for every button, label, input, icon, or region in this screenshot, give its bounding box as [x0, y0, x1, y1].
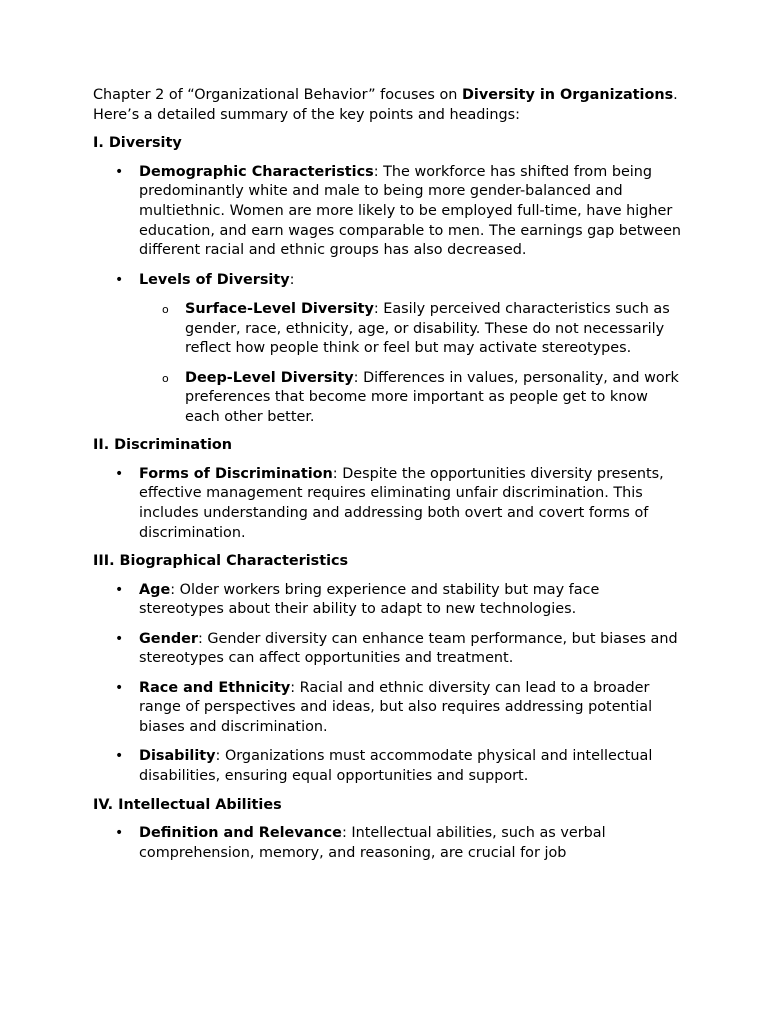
- item-term: Disability: [139, 748, 216, 765]
- list-item: [93, 824, 683, 863]
- item-term: Age: [139, 581, 171, 598]
- item-term: Demographic Characteristics: [139, 163, 374, 180]
- subitem-term: Surface-Level Diversity: [185, 300, 374, 317]
- item-term: Definition and Relevance: [139, 825, 342, 842]
- circle-bullet-icon: o: [162, 302, 169, 316]
- list-item: [93, 271, 683, 428]
- item-text: : Organizations must accommodate physical and intellectual disabilities, ensuring equal opportunities and support.: [139, 748, 653, 784]
- intro-paragraph: [93, 86, 683, 125]
- item-text: : Despite the opportunities diversity presents, effective management requires eliminating unfair discrimination. This includes understanding and addressing both overt and covert forms of discrimination.: [139, 465, 664, 541]
- bullet-icon: •: [115, 825, 124, 842]
- bullet-icon: •: [115, 748, 124, 765]
- list-item: [93, 679, 683, 738]
- bullet-icon: •: [115, 679, 124, 696]
- sub-list-item: [139, 300, 683, 359]
- item-term: Forms of Discrimination: [139, 465, 333, 482]
- intro-topic: Diversity in Organizations: [461, 87, 674, 103]
- section-heading-biographical: III. Biographical Characteristics: [93, 553, 349, 570]
- sub-list-levels-of-diversity: [139, 300, 683, 427]
- bullet-icon: •: [115, 271, 124, 288]
- list-item: [93, 581, 683, 620]
- section-list-intellectual: [93, 824, 683, 863]
- list-item: [93, 630, 683, 669]
- list-item: [93, 747, 683, 786]
- section-list-biographical: [93, 581, 683, 787]
- section-heading-diversity: I. Diversity: [93, 135, 182, 152]
- bullet-icon: •: [115, 630, 124, 647]
- item-text: : Older workers bring experience and stability but may face stereotypes about their ability to adapt to new technologies.: [139, 581, 600, 618]
- item-text: : Intellectual abilities, such as verbal comprehension, memory, and reasoning, are crucial for job: [139, 825, 606, 861]
- item-text: : The workforce has shifted from being predominantly white and male to being more gender-balanced and multiethnic. Women are more likely to be employed full-time, have higher education, and earn wages comparable to men. The earnings gap between different racial and ethnic groups has also decreased.: [139, 163, 682, 259]
- section-heading-intellectual: IV. Intellectual Abilities: [93, 796, 282, 813]
- bullet-icon: •: [115, 163, 124, 180]
- list-item: [93, 163, 683, 261]
- item-term: Gender: [139, 630, 198, 647]
- document-page: [93, 86, 683, 872]
- section-heading-discrimination: II. Discrimination: [93, 437, 233, 454]
- circle-bullet-icon: o: [162, 371, 169, 385]
- sub-list-item: [139, 369, 683, 428]
- item-text: :: [289, 271, 295, 288]
- intro-suffix: . Here’s a detailed summary of the key points and headings:: [93, 87, 678, 123]
- bullet-icon: •: [115, 581, 124, 598]
- bullet-icon: •: [115, 465, 124, 482]
- item-term: Race and Ethnicity: [139, 679, 291, 696]
- section-list-discrimination: [93, 465, 683, 543]
- intro-prefix: Chapter 2 of “Organizational Behavior” focuses on: [93, 87, 462, 103]
- item-text: : Gender diversity can enhance team performance, but biases and stereotypes can affect opportunities and treatment.: [139, 630, 678, 667]
- subitem-term: Deep-Level Diversity: [185, 369, 354, 386]
- list-item: [93, 465, 683, 543]
- subitem-text: : Easily perceived characteristics such as gender, race, ethnicity, age, or disability. These do not necessarily reflect how people think or feel but may activate stereotypes.: [185, 300, 670, 357]
- item-term: Levels of Diversity: [139, 271, 290, 288]
- subitem-text: : Differences in values, personality, and work preferences that become more important as people get to know each other better.: [185, 369, 679, 425]
- section-list-diversity: [93, 163, 683, 428]
- item-text: : Racial and ethnic diversity can lead to a broader range of perspectives and ideas, but also requires addressing potential biases and discrimination.: [139, 679, 653, 736]
